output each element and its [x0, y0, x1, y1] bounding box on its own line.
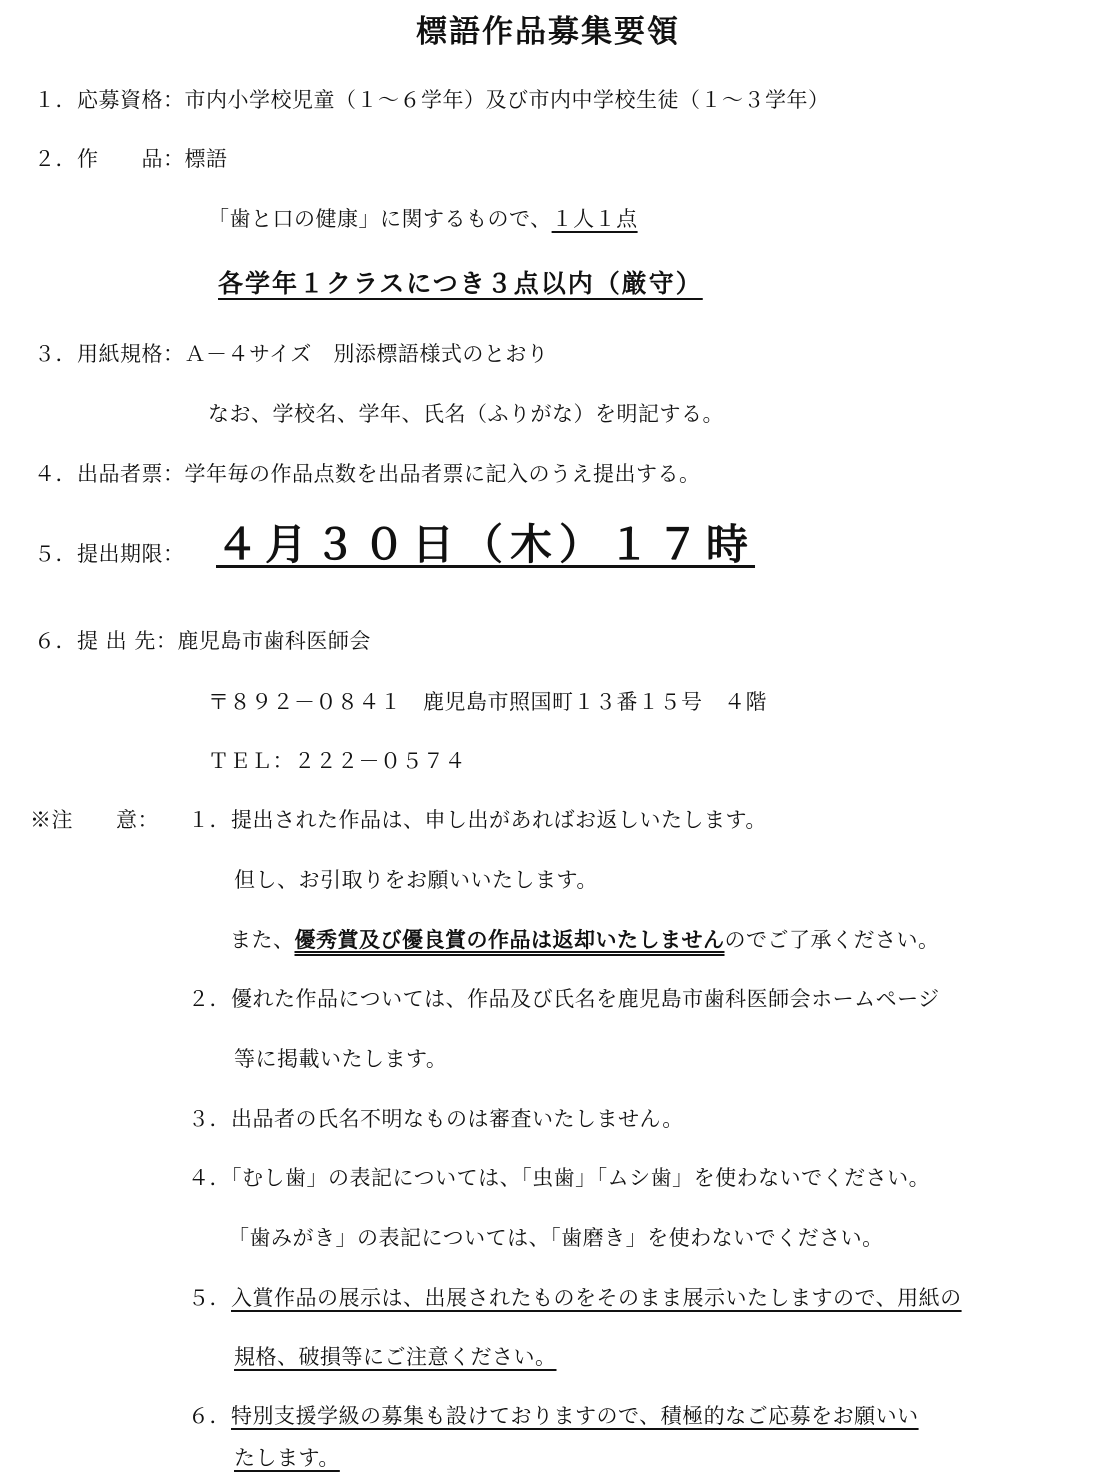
section-4-number: ４． — [34, 462, 77, 486]
note-1-text: 提出された作品は、申し出があればお返しいたします。 — [231, 808, 767, 832]
section-1 — [34, 86, 830, 114]
section-5-number: ５． — [34, 542, 77, 566]
note-1-line-2: 但し、お引取りをお願いいたします。 — [234, 868, 598, 892]
note-1-number: １． — [188, 808, 231, 832]
section-5-label: 提出期限： — [77, 542, 185, 566]
note-1-line-3 — [230, 926, 940, 954]
note-1-line-3-emphasis: 優秀賞及び優良賞の作品は返却いたしません — [294, 927, 725, 952]
section-2-detail — [208, 205, 638, 233]
note-6-line-2 — [234, 1444, 340, 1472]
note-6-text-cont: たします。 — [234, 1446, 340, 1470]
note-2-line-1 — [188, 985, 940, 1013]
note-2-number: ２． — [188, 987, 231, 1011]
deadline: ４月３０日（木）１７時 — [216, 520, 756, 569]
section-2-detail-underlined: １人１点 — [551, 207, 638, 231]
note-3-number: ３． — [188, 1107, 231, 1131]
note-4-line-1 — [188, 1164, 930, 1192]
section-1-text: 市内小学校児童（１～６学年）及び市内中学校生徒（１～３学年） — [184, 88, 830, 112]
document-title: 標語作品募集要領 — [416, 14, 680, 50]
section-2 — [34, 145, 228, 173]
section-3-label: 用紙規格： — [77, 342, 185, 366]
section-3 — [34, 340, 548, 368]
note-5-number: ５． — [188, 1286, 231, 1310]
note-3-text: 出品者の氏名不明なものは審査いたしません。 — [231, 1107, 684, 1131]
section-3-note: なお、学校名、学年、氏名（ふりがな）を明記する。 — [208, 402, 724, 426]
section-3-number: ３． — [34, 342, 77, 366]
section-2-number: ２． — [34, 147, 77, 171]
section-4-label: 出品者票： — [77, 462, 185, 486]
note-5-text: 入賞作品の展示は、出展されたものをそのまま展示いたしますので、用紙の — [231, 1286, 962, 1310]
note-1-line-3-pre: また、 — [230, 928, 295, 952]
note-4-line-2: 「歯みがき」の表記については、「歯磨き」を使わないでください。 — [228, 1226, 884, 1250]
section-2-text: 標語 — [184, 147, 228, 171]
note-2-text: 優れた作品については、作品及び氏名を鹿児島市歯科医師会ホームページ — [231, 987, 940, 1011]
note-6-line-1 — [188, 1402, 919, 1430]
note-6-number: ６． — [188, 1404, 231, 1428]
section-6-tel: ＴＥＬ：２２２－０５７４ — [208, 749, 466, 773]
note-5-line-2 — [234, 1343, 557, 1371]
note-5-line-1 — [188, 1284, 962, 1312]
note-1-line-1 — [188, 806, 767, 834]
section-1-label: 応募資格： — [77, 88, 185, 112]
note-2-line-2: 等に掲載いたします。 — [234, 1047, 448, 1071]
section-4 — [34, 460, 701, 488]
section-6-label: 提 出 先： — [77, 629, 178, 653]
note-4-text: 「むし歯」の表記については、「虫歯」「ムシ歯」を使わないでください。 — [231, 1166, 931, 1190]
section-6-number: ６． — [34, 629, 77, 653]
notes-label: ※注 意： — [30, 808, 159, 832]
note-5-text-cont: 規格、破損等にご注意ください。 — [234, 1345, 557, 1369]
note-6-text: 特別支援学級の募集も設けておりますので、積極的なご応募をお願いい — [231, 1404, 919, 1428]
section-1-number: １． — [34, 88, 77, 112]
note-4-number: ４． — [188, 1166, 231, 1190]
section-5 — [34, 540, 185, 568]
note-1-line-3-post: のでご了承ください。 — [724, 928, 940, 952]
section-6-text: 鹿児島市歯科医師会 — [177, 629, 371, 653]
section-2-detail-text: 「歯と口の健康」に関するもので、 — [208, 207, 552, 231]
note-3-line-1 — [188, 1105, 684, 1133]
section-2-limit-emphasis: 各学年１クラスにつき３点以内（厳守） — [218, 269, 703, 298]
section-3-text: Ａ－４サイズ 別添標語様式のとおり — [184, 342, 549, 366]
section-6 — [34, 627, 371, 655]
section-4-text: 学年毎の作品点数を出品者票に記入のうえ提出する。 — [184, 462, 701, 486]
section-6-address: 〒８９２－０８４１ 鹿児島市照国町１３番１５号 ４階 — [208, 690, 767, 714]
section-2-label: 作 品： — [77, 147, 185, 171]
